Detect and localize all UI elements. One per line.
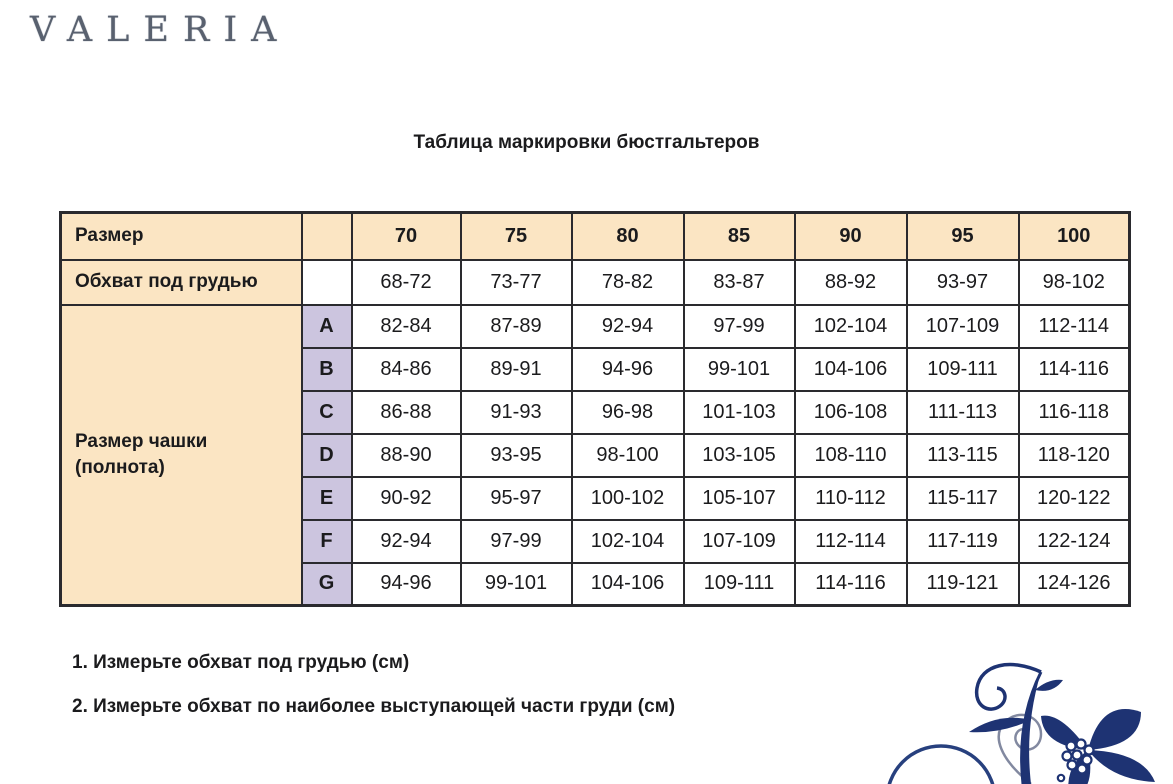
measurement-cell: 122-124: [1019, 520, 1130, 563]
measurement-cell: 112-114: [795, 520, 907, 563]
measurement-cell: 101-103: [684, 391, 795, 434]
measurement-cell: 86-88: [352, 391, 461, 434]
measurement-cell: 104-106: [572, 563, 684, 606]
measurement-cell: 97-99: [461, 520, 572, 563]
measurement-cell: 100-102: [572, 477, 684, 520]
size-row: [61, 213, 1130, 260]
underbust-row-label: Обхват под грудью: [61, 260, 302, 305]
measurement-cell: 118-120: [1019, 434, 1130, 477]
measurement-cell: 108-110: [795, 434, 907, 477]
size-value-cell: 90: [795, 213, 907, 260]
cup-section-label: [61, 305, 302, 606]
size-row-spacer-cell: [302, 213, 352, 260]
measurement-cell: 98-100: [572, 434, 684, 477]
measurement-cell: 105-107: [684, 477, 795, 520]
size-value-cell: 80: [572, 213, 684, 260]
cup-row-A: [61, 305, 1130, 348]
size-row-label: Размер: [61, 213, 302, 260]
measurement-cell: 114-116: [1019, 348, 1130, 391]
cup-letter-cell: D: [302, 434, 352, 477]
measurement-cell: 109-111: [907, 348, 1019, 391]
measurement-cell: 106-108: [795, 391, 907, 434]
underbust-value-cell: 68-72: [352, 260, 461, 305]
measurement-cell: 102-104: [795, 305, 907, 348]
underbust-value-cell: 73-77: [461, 260, 572, 305]
measurement-cell: 117-119: [907, 520, 1019, 563]
underbust-value-cell: 93-97: [907, 260, 1019, 305]
measurement-cell: 115-117: [907, 477, 1019, 520]
measurement-cell: 110-112: [795, 477, 907, 520]
size-value-cell: 95: [907, 213, 1019, 260]
floral-swirl-ornament-icon: [873, 650, 1173, 784]
underbust-value-cell: 98-102: [1019, 260, 1130, 305]
underbust-value-cell: 88-92: [795, 260, 907, 305]
measurement-cell: 102-104: [572, 520, 684, 563]
measurement-cell: 91-93: [461, 391, 572, 434]
measurement-cell: 111-113: [907, 391, 1019, 434]
measurement-cell: 113-115: [907, 434, 1019, 477]
measurement-cell: 99-101: [684, 348, 795, 391]
cup-section-label-line1: Размер чашки: [75, 431, 208, 453]
underbust-row: [61, 260, 1130, 305]
measurement-cell: 96-98: [572, 391, 684, 434]
page-title: Таблица маркировки бюстгальтеров: [413, 132, 760, 153]
measurement-cell: 114-116: [795, 563, 907, 606]
measurement-cell: 116-118: [1019, 391, 1130, 434]
measurement-cell: 90-92: [352, 477, 461, 520]
cup-letter-cell: E: [302, 477, 352, 520]
cup-letter-cell: G: [302, 563, 352, 606]
measurement-cell: 92-94: [572, 305, 684, 348]
underbust-value-cell: 78-82: [572, 260, 684, 305]
measurement-cell: 94-96: [572, 348, 684, 391]
measurement-cell: 87-89: [461, 305, 572, 348]
cup-letter-cell: B: [302, 348, 352, 391]
brand-logo: VALERIA: [30, 10, 291, 50]
size-value-cell: 75: [461, 213, 572, 260]
measurement-cell: 89-91: [461, 348, 572, 391]
cup-letter-cell: C: [302, 391, 352, 434]
measurement-cell: 99-101: [461, 563, 572, 606]
measurement-cell: 104-106: [795, 348, 907, 391]
size-value-cell: 100: [1019, 213, 1130, 260]
measurement-cell: 103-105: [684, 434, 795, 477]
measurement-cell: 84-86: [352, 348, 461, 391]
underbust-value-cell: 83-87: [684, 260, 795, 305]
cup-letter-cell: F: [302, 520, 352, 563]
measurement-cell: 95-97: [461, 477, 572, 520]
measurement-cell: 109-111: [684, 563, 795, 606]
cup-section-label-line2: (полнота): [75, 456, 165, 478]
measurement-cell: 107-109: [684, 520, 795, 563]
size-value-cell: 70: [352, 213, 461, 260]
measurement-cell: 120-122: [1019, 477, 1130, 520]
measurement-cell: 97-99: [684, 305, 795, 348]
measurement-cell: 88-90: [352, 434, 461, 477]
instruction-step-2: 2. Измерьте обхват по наиболее выступающей части груди (см): [72, 696, 676, 717]
size-chart-wrap: [59, 211, 1131, 607]
cup-letter-cell: A: [302, 305, 352, 348]
measurement-instructions: [72, 652, 675, 740]
measurement-cell: 93-95: [461, 434, 572, 477]
measurement-cell: 82-84: [352, 305, 461, 348]
size-value-cell: 85: [684, 213, 795, 260]
bra-size-table: [59, 211, 1131, 607]
measurement-cell: 94-96: [352, 563, 461, 606]
measurement-cell: 107-109: [907, 305, 1019, 348]
instruction-step-1: 1. Измерьте обхват под грудью (см): [72, 652, 410, 673]
measurement-cell: 112-114: [1019, 305, 1130, 348]
measurement-cell: 119-121: [907, 563, 1019, 606]
underbust-row-spacer-cell: [302, 260, 352, 305]
measurement-cell: 124-126: [1019, 563, 1130, 606]
measurement-cell: 92-94: [352, 520, 461, 563]
